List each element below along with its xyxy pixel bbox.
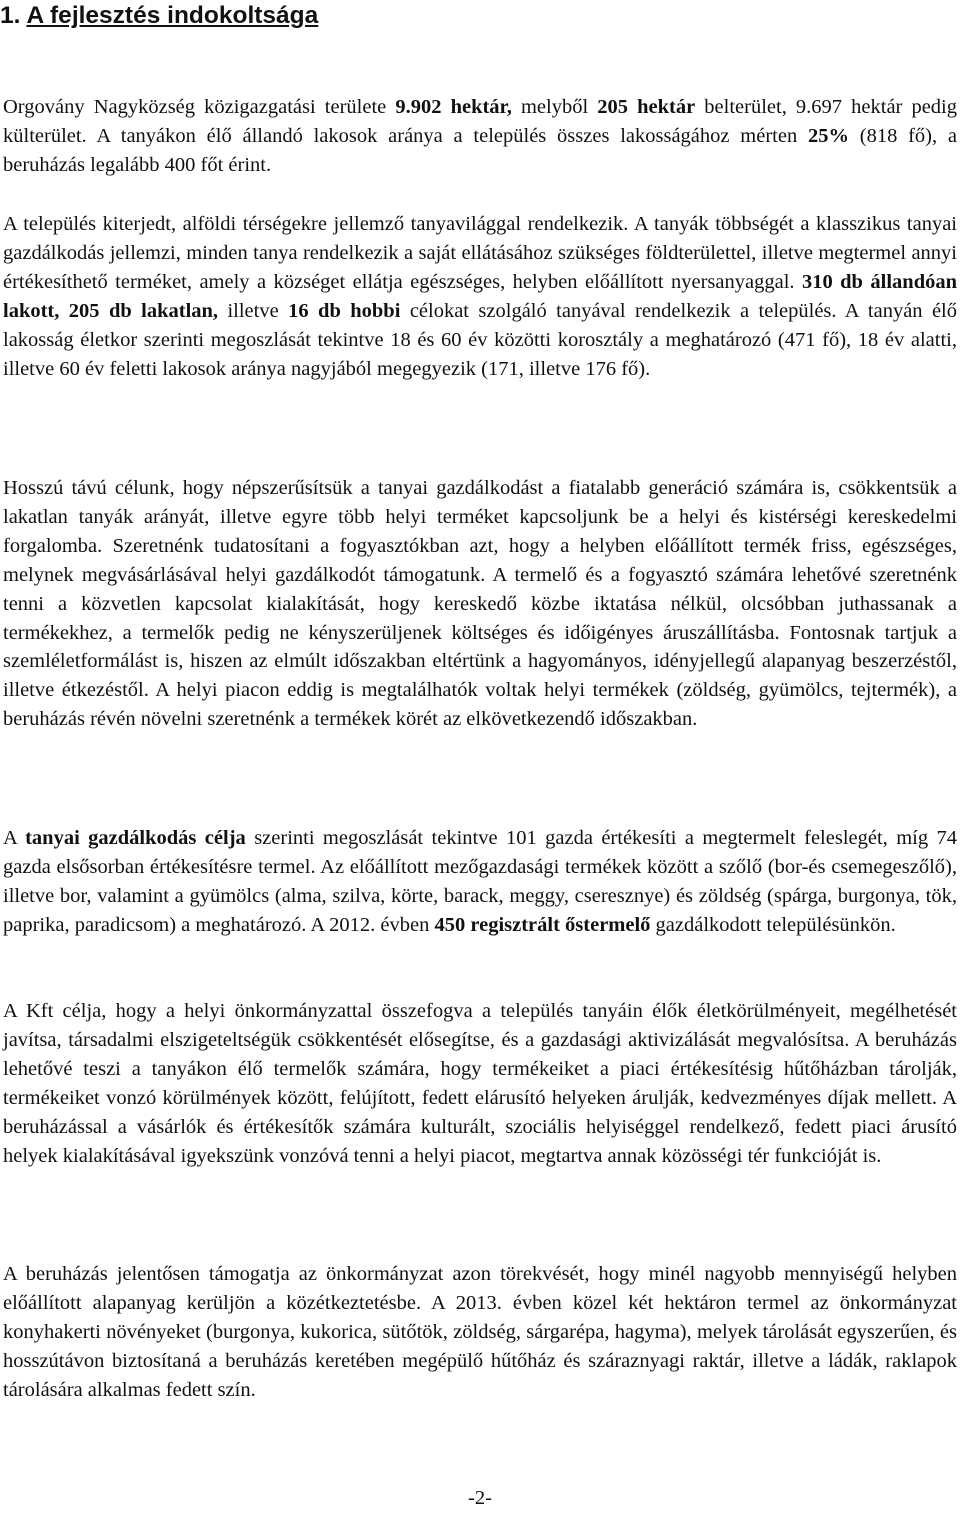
page-number: -2- xyxy=(468,1487,492,1509)
paragraph-area-statistics xyxy=(3,93,957,180)
section-heading xyxy=(0,1,318,31)
text-run: A Kft célja, hogy a helyi önkormányzattal összefogva a település tanyáin élők életkörülményeit, megélhetését javítsa, társadalmi elszigeteltségük csökkentését elősegítse, és a gazdasági aktivizálását megvalósítsa. A beruházás lehetővé teszi a tanyákon élő termelők számára, hogy termékeiket a piaci értékesítésig hűtőházban tárolják, termékeiket vonzó körülmények között, felújított, fedett elárusító helyeken árulják, kedvezményes díjak mellett. A beruházással a vásárlók és értékesítők számára kulturált, szociális helyiséggel rendelkező, fedett piaci árusító helyek kialakításával igyekszünk vonzóvá tenni a helyi piacot, megtartva annak közösségi tér funkcióját is. xyxy=(3,1000,957,1167)
text-run: melyből xyxy=(511,96,598,118)
text-run: Hosszú távú célunk, hogy népszerűsítsük a tanyai gazdálkodást a fiatalabb generáció számára is, csökkentsük a lakatlan tanyák arányát, illetve egyre több helyi terméket kapcsoljunk be a helyi és kistérségi kereskedelmi forgalomba. Szeretnénk tudatosítani a fogyasztókban azt, hogy a helyben előállított termék friss, egészséges, melynek megvásárlásával helyi gazdálkodót támogatunk. A termelő és a fogyasztó számára lehetővé szeretnénk tenni a közvetlen kapcsolat kialakítását, hogy kereskedő közbe iktatása nélkül, olcsóbban juthassanak a termékekhez, a termelők pedig ne kényszerüljenek költséges és időigényes áruszállításba. Fontosnak tartjuk a szemléletformálást is, hiszen az elmúlt időszakban eltértünk a hagyományos, idényjellegű alapanyag beszerzéstől, illetve étkezéstől. A helyi piacon eddig is megtalálhatók voltak helyi termékek (zöldség, gyümölcs, tejtermék), a beruházás révén növelni szeretnénk a termékek körét az elkövetkezendő időszakban. xyxy=(3,477,957,731)
paragraph-company-goal xyxy=(3,997,957,1170)
section-number: 1. xyxy=(0,2,21,29)
bold-text: 25% xyxy=(807,124,849,147)
text-run: illetve xyxy=(218,299,289,322)
text-run: belterület, 9.697 hektár pedig külterület. A tanyákon élő állandó lakosok aránya a település összes lakosságához mérten xyxy=(3,96,958,147)
text-run: A település kiterjedt, alföldi térségekre jellemző tanyavilággal rendelkezik. A tanyák többségét a klasszikus tanyai gazdálkodás jellemzi, minden tanya rendelkezik a saját ellátásához szükséges földterülettel, illetve megtermel annyi értékesíthető terméket, amely a községet ellátja egészséges, helyben előállított nyersanyaggal. xyxy=(3,213,957,293)
paragraph-farmsteads xyxy=(3,210,957,383)
text-run: szerinti megoszlását tekintve 101 gazda értékesíti a megtermelt feleslegét, míg 74 gazda elsősorban értékesítésre termel. Az előállított mezőgazdasági termékek között a szőlő (bor-és csemegeszőlő), illetve bor, valamint a gyümölcs (alma, szilva, körte, barack, meggy, cseresznye) és zöldség (spárga, burgonya, tök, paprika, paradicsom) a meghatározó. A 2012. évben xyxy=(3,827,957,936)
bold-text: 310 db állandóan lakott, 205 db lakatlan, xyxy=(3,270,957,322)
section-title: A fejlesztés indokoltsága xyxy=(26,2,319,29)
bold-text: tanyai gazdálkodás célja xyxy=(25,827,246,849)
text-run: (818 fő), a beruházás legalább 400 főt érint. xyxy=(3,124,957,176)
paragraph-farming-purpose xyxy=(3,824,957,940)
paragraph-long-term-goals xyxy=(3,474,957,734)
text-run: gazdálkodott településünkön. xyxy=(650,913,896,936)
text-run: Orgovány Nagyközség közigazgatási területe xyxy=(3,96,396,118)
text-run: A beruházás jelentősen támogatja az önkormányzat azon törekvését, hogy minél nagyobb mennyiségű helyben előállított alapanyag kerüljön a közétkeztetésbe. A 2013. évben közel két hektáron termel az önkormányzat konyhakerti növényeket (burgonya, kukorica, sütőtök, zöldség, sárgarépa, hagyma), melyek tárolását egyszerűen, és hosszútávon biztosítaná a beruházás keretében megépülő hűtőház és száraznyagi raktár, illetve a ládák, raklapok tárolására alkalmas fedett szín. xyxy=(3,1263,957,1401)
text-run: célokat szolgáló tanyával rendelkezik a település. A tanyán élő lakosság életkor szerinti megoszlását tekintve 18 és 60 év közötti korosztály a meghatározó (471 fő), 18 év alatti, illetve 60 év feletti lakosok aránya nagyjából megegyezik (171, illetve 176 fő). xyxy=(3,299,957,380)
paragraph-public-catering xyxy=(3,1260,957,1405)
bold-text: 450 regisztrált őstermelő xyxy=(434,913,651,936)
bold-text: 16 db hobbi xyxy=(288,299,401,322)
bold-text: 205 hektár xyxy=(597,96,696,118)
bold-text: 9.902 hektár, xyxy=(395,96,512,118)
text-run: A xyxy=(3,827,26,849)
